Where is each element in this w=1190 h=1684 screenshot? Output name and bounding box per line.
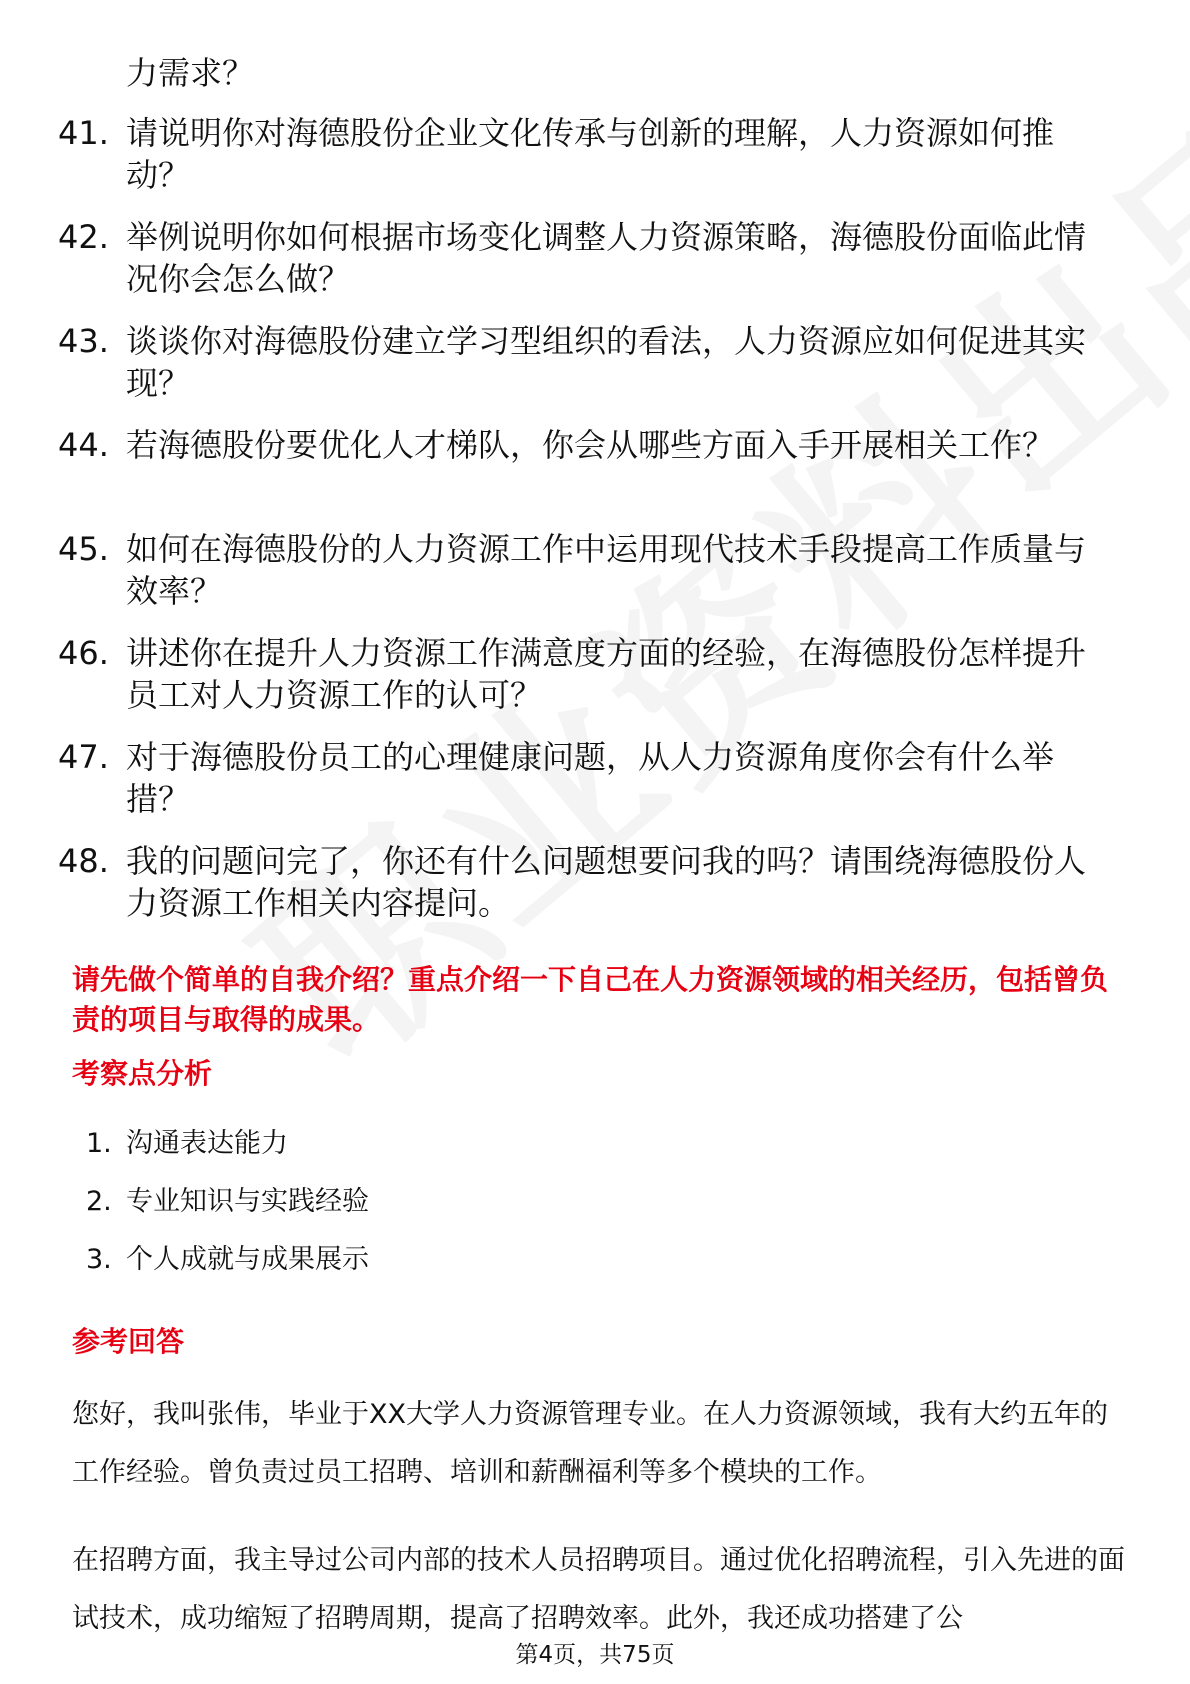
question-number: 42.	[58, 218, 109, 256]
analysis-point-number: 1.	[86, 1128, 112, 1159]
analysis-point	[0, 1242, 1190, 1300]
question-item	[0, 216, 1190, 320]
question-item	[0, 424, 1190, 528]
analysis-point-number: 2.	[86, 1186, 112, 1217]
reference-title: 参考回答	[72, 1325, 185, 1358]
question-text: 如何在海德股份的人力资源工作中运用现代技术手段提高工作质量与效率？	[126, 530, 1087, 610]
analysis-point-text: 个人成就与成果展示	[126, 1244, 369, 1275]
question-item	[0, 840, 1190, 944]
question-text: 若海德股份要优化人才梯队，你会从哪些方面入手开展相关工作？	[126, 426, 1055, 464]
question-text: 请说明你对海德股份企业文化传承与创新的理解，人力资源如何推动？	[126, 114, 1055, 194]
question-continued-text: 力需求？	[126, 54, 255, 92]
question-item	[0, 632, 1190, 736]
answer-paragraph: 您好，我叫张伟，毕业于XX大学人力资源管理专业。在人力资源领域，我有大约五年的工作经验。曾负责过员工招聘、培训和薪酬福利等多个模块的工作。	[72, 1399, 1108, 1488]
analysis-point-text: 沟通表达能力	[126, 1128, 288, 1159]
question-text: 谈谈你对海德股份建立学习型组织的看法，人力资源应如何促进其实现？	[126, 322, 1087, 402]
question-number: 47.	[58, 738, 109, 776]
question-number: 44.	[58, 426, 109, 464]
analysis-point-text: 专业知识与实践经验	[126, 1186, 369, 1217]
analysis-point	[0, 1126, 1190, 1184]
page-footer: 第4页，共75页	[515, 1642, 675, 1668]
question-text: 我的问题问完了，你还有什么问题想要问我的吗？请围绕海德股份人力资源工作相关内容提问。	[126, 842, 1087, 922]
question-number: 45.	[58, 530, 109, 568]
question-number: 48.	[58, 842, 109, 880]
question-item	[0, 736, 1190, 840]
analysis-title: 考察点分析	[72, 1057, 213, 1090]
question-text: 对于海德股份员工的心理健康问题，从人力资源角度你会有什么举措？	[126, 738, 1055, 818]
question-text: 讲述你在提升人力资源工作满意度方面的经验，在海德股份怎样提升员工对人力资源工作的认可？	[126, 634, 1087, 714]
analysis-point-list	[0, 1126, 1190, 1300]
analysis-point	[0, 1184, 1190, 1242]
question-number: 41.	[58, 114, 109, 152]
question-item	[0, 528, 1190, 632]
analysis-point-number: 3.	[86, 1244, 112, 1275]
question-list	[0, 112, 1190, 944]
answer-paragraph: 在招聘方面，我主导过公司内部的技术人员招聘项目。通过优化招聘流程，引入先进的面试技术，成功缩短了招聘周期，提高了招聘效率。此外，我还成功搭建了公	[72, 1545, 1125, 1634]
question-number: 46.	[58, 634, 109, 672]
question-item	[0, 320, 1190, 424]
answer-question-heading: 请先做个简单的自我介绍？重点介绍一下自己在人力资源领域的相关经历，包括曾负责的项目与取得的成果。	[72, 963, 1109, 1036]
question-text: 举例说明你如何根据市场变化调整人力资源策略，海德股份面临此情况你会怎么做？	[126, 218, 1087, 298]
question-item	[0, 112, 1190, 216]
question-number: 43.	[58, 322, 109, 360]
